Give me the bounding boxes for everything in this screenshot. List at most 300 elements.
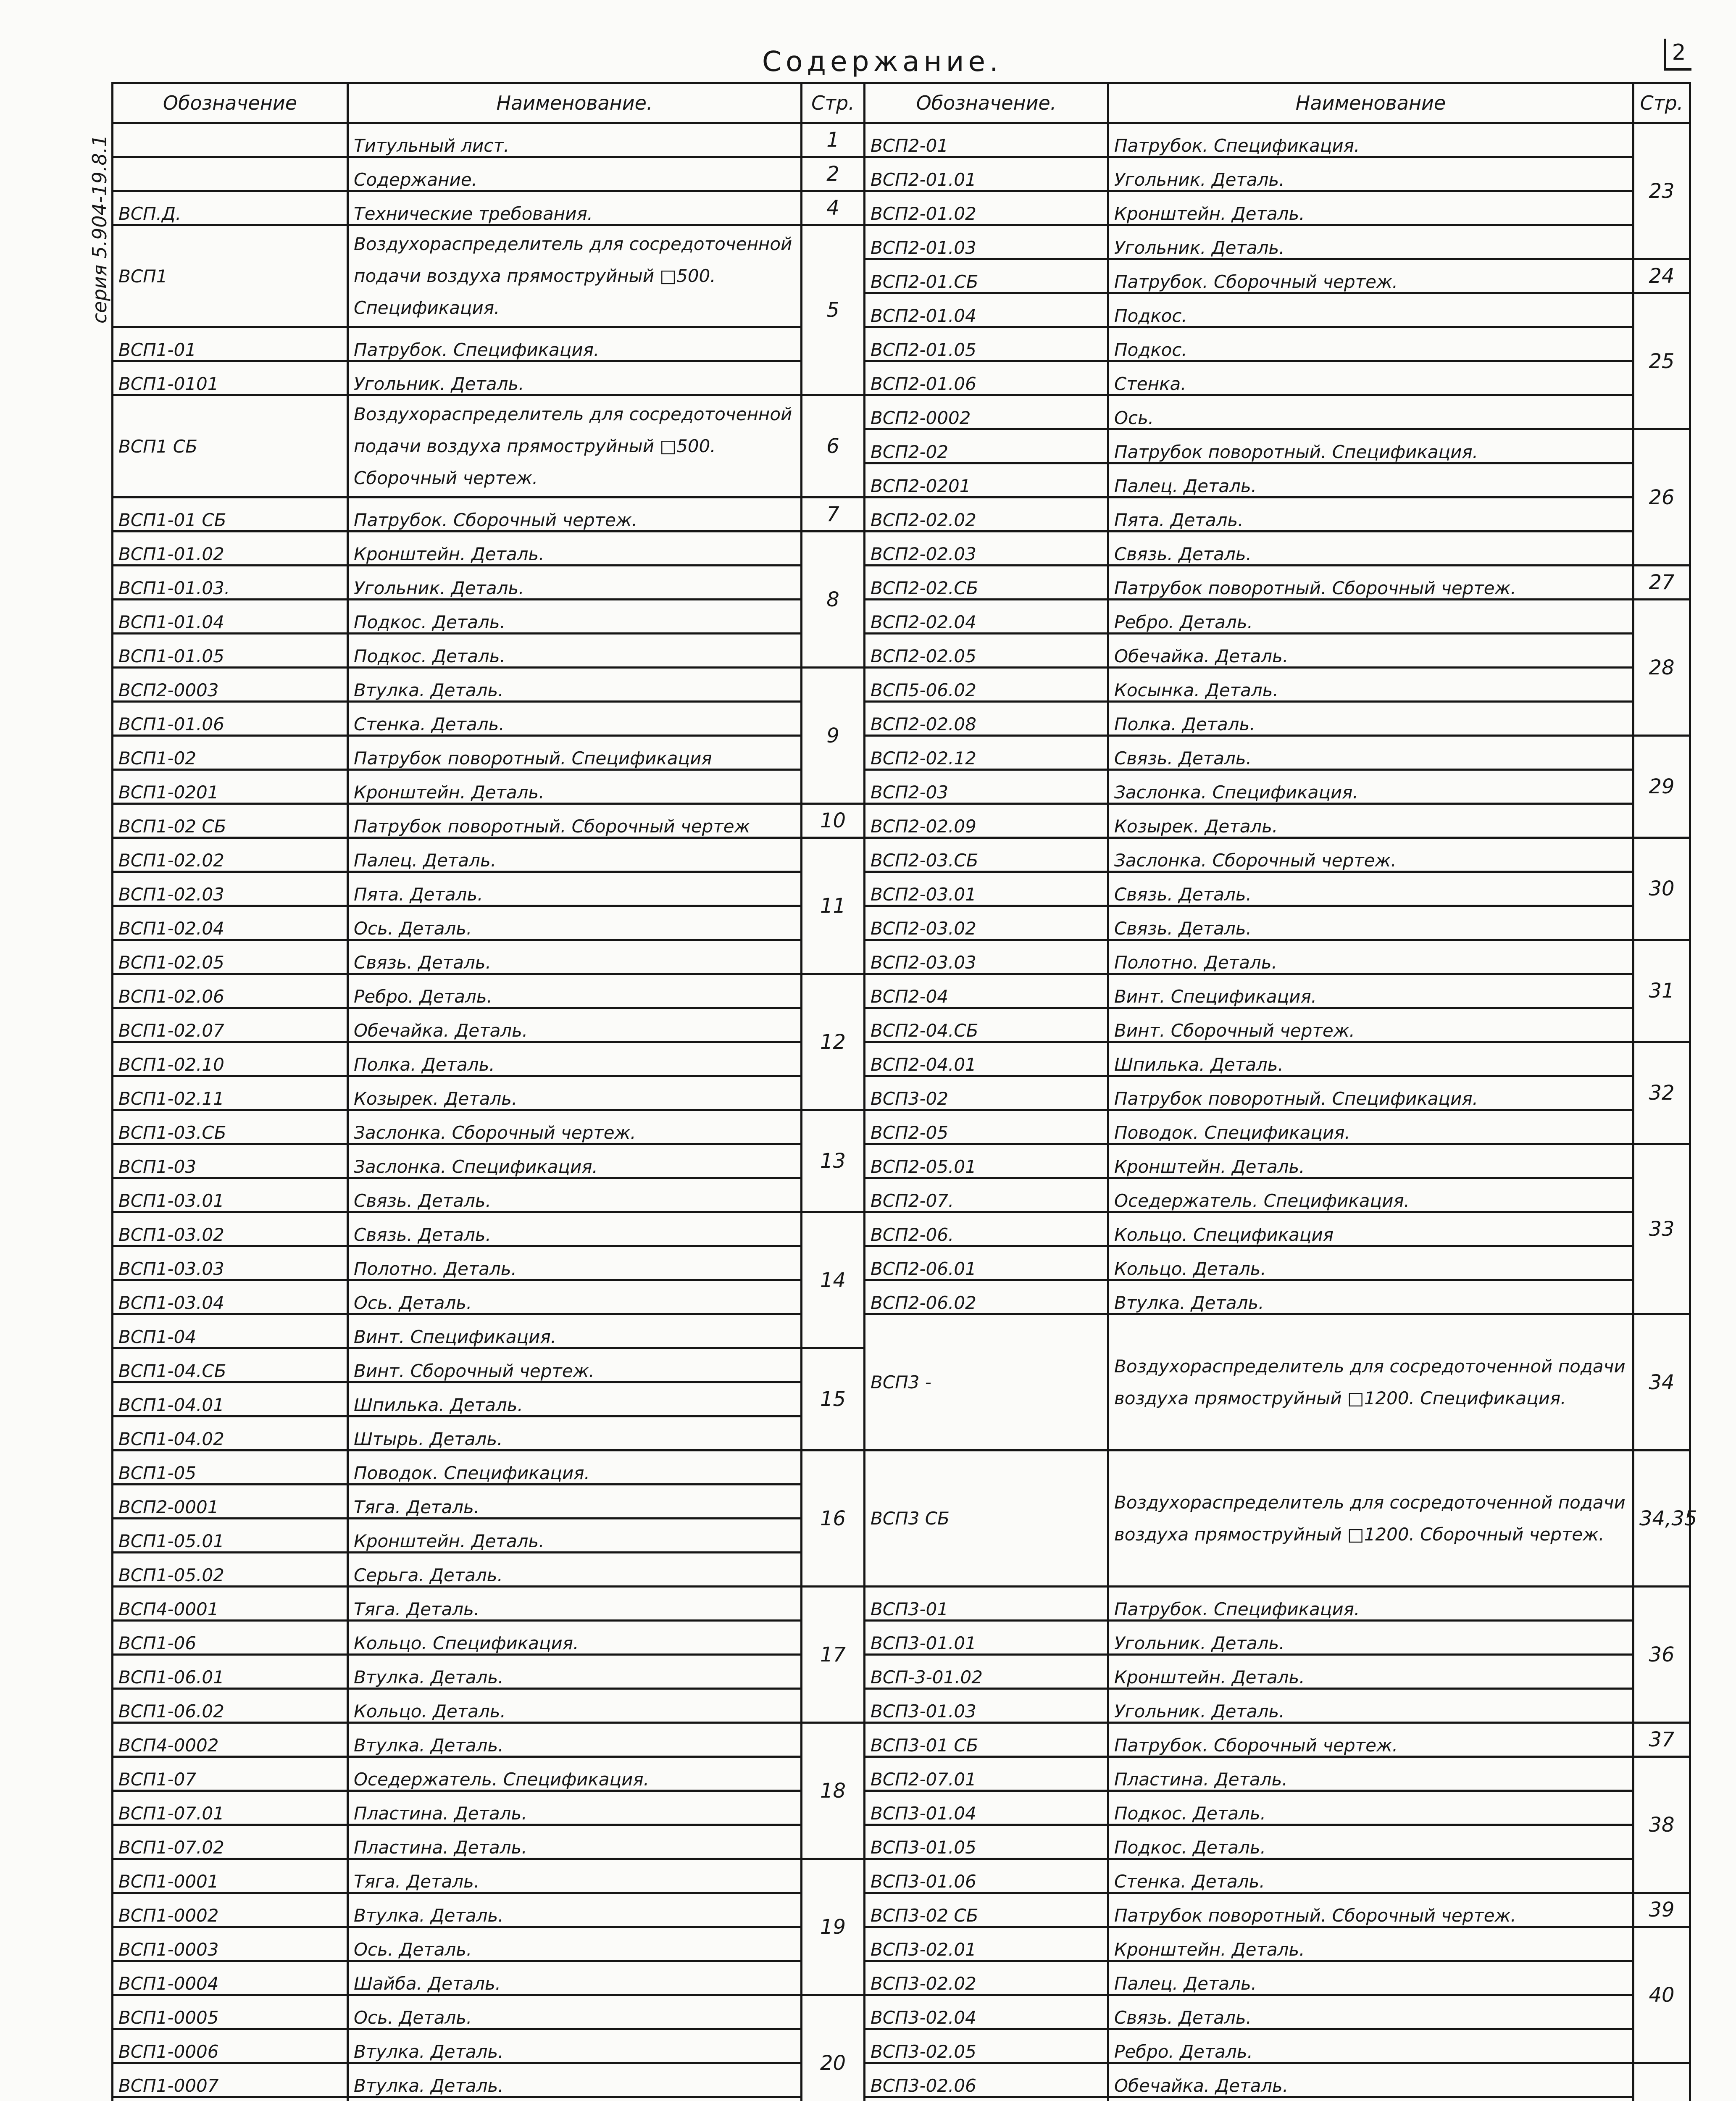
col-left-name: Наименование. <box>348 83 802 123</box>
table-row <box>113 361 1690 395</box>
left-item-code: ВСП1-03.04 <box>113 1280 348 1314</box>
left-item-name: Винт. Спецификация. <box>348 1314 802 1348</box>
right-item-name: Угольник. Деталь. <box>1108 1689 1633 1723</box>
right-item-name: Шпилька. Деталь. <box>1108 1042 1633 1076</box>
left-item-name: Пластина. Деталь. <box>348 1791 802 1825</box>
left-item-name: Связь. Деталь. <box>348 1178 802 1212</box>
table-row <box>113 1110 1690 1144</box>
right-item-code: ВСП3-01.04 <box>865 1791 1108 1825</box>
left-item-code: ВСП1-04.СБ <box>113 1348 348 1382</box>
right-item-code: ВСП3-02.06 <box>865 2063 1108 2097</box>
table-row <box>113 1655 1690 1689</box>
right-item-name: Угольник. Деталь. <box>1108 225 1633 259</box>
right-item-code: ВСП2-01.01 <box>865 157 1108 191</box>
left-item-code: ВСП1-03.СБ <box>113 1110 348 1144</box>
left-item-name: Пластина. Деталь. <box>348 1825 802 1859</box>
left-item-code: ВСП1-05 <box>113 1451 348 1485</box>
left-item-code: ВСП1-0101 <box>113 361 348 395</box>
left-item-code: ВСП1-06 <box>113 1621 348 1655</box>
table-row <box>113 634 1690 668</box>
left-item-name <box>348 2097 802 2101</box>
left-item-name: Ось. Деталь. <box>348 1927 802 1961</box>
left-item-name: Подкос. Деталь. <box>348 600 802 634</box>
left-item-name: Втулка. Деталь. <box>348 2029 802 2063</box>
left-item-name: Кольцо. Деталь. <box>348 1689 802 1723</box>
right-item-code: ВСП3-01.06 <box>865 1859 1108 1893</box>
right-item-code: ВСП2-02.09 <box>865 804 1108 838</box>
right-item-page: 26 <box>1633 429 1690 566</box>
left-item-name: Козырек. Деталь. <box>348 1076 802 1110</box>
right-item-name: Связь. Деталь. <box>1108 532 1633 566</box>
right-item-name: Связь. Деталь. <box>1108 736 1633 770</box>
left-item-code: ВСП1-06.02 <box>113 1689 348 1723</box>
table-row <box>113 1212 1690 1246</box>
left-item-page: 15 <box>802 1348 865 1451</box>
left-item-page: 7 <box>802 498 865 532</box>
right-item-name: Кольцо. Спецификация <box>1108 1212 1633 1246</box>
right-item-code: ВСП3-02.04 <box>865 1995 1108 2029</box>
right-item-code: ВСП2-02.04 <box>865 600 1108 634</box>
right-item-name: Патрубок поворотный. Сборочный чертеж. <box>1108 566 1633 600</box>
right-item-name: Кронштейн. Деталь. <box>1108 191 1633 225</box>
left-item-code: ВСП.Д. <box>113 191 348 225</box>
left-item-name: Угольник. Деталь. <box>348 361 802 395</box>
right-item-page: 31 <box>1633 940 1690 1042</box>
left-item-name: Тяга. Деталь. <box>348 1859 802 1893</box>
left-item-page: 13 <box>802 1110 865 1212</box>
table-row <box>113 1144 1690 1178</box>
left-item-code: ВСП1-01.03. <box>113 566 348 600</box>
left-item-name: Втулка. Деталь. <box>348 1893 802 1927</box>
right-item-name: Обечайка. Деталь. <box>1108 2063 1633 2097</box>
right-item-code: ВСП2-05.01 <box>865 1144 1108 1178</box>
left-item-code: ВСП1-04.01 <box>113 1382 348 1416</box>
right-item-code: ВСП3-01.01 <box>865 1621 1108 1655</box>
left-item-code: ВСП1 СБ <box>113 395 348 498</box>
table-row <box>113 770 1690 804</box>
right-item-code: ВСП2-01 <box>865 123 1108 157</box>
left-item-code: ВСП1-01 СБ <box>113 498 348 532</box>
left-item-code: ВСП1-01.04 <box>113 600 348 634</box>
left-item-page: 11 <box>802 838 865 974</box>
contents-body <box>113 123 1697 2101</box>
right-item-code: ВСП2-01.05 <box>865 327 1108 361</box>
left-item-name: Кольцо. Спецификация. <box>348 1621 802 1655</box>
table-row <box>113 1008 1690 1042</box>
left-item-page: 1 <box>802 123 865 157</box>
right-item-name: Подкос. <box>1108 327 1633 361</box>
left-item-page: 9 <box>802 668 865 804</box>
right-item-name: Связь. Деталь. <box>1108 1995 1633 2029</box>
left-item-code: ВСП1-04.02 <box>113 1416 348 1451</box>
left-item-name: Кронштейн. Деталь. <box>348 532 802 566</box>
left-item-code: ВСП1-03.02 <box>113 1212 348 1246</box>
right-item-code: ВСП2-01.04 <box>865 293 1108 327</box>
right-item-code: ВСП2-02.08 <box>865 702 1108 736</box>
left-item-code: ВСП1-07.02 <box>113 1825 348 1859</box>
left-item-code <box>113 2097 348 2101</box>
right-item-name: Патрубок. Сборочный чертеж. <box>1108 259 1633 293</box>
right-item-name: Заслонка. Спецификация. <box>1108 770 1633 804</box>
left-item-code: ВСП1-0007 <box>113 2063 348 2097</box>
table-row <box>113 1825 1690 1859</box>
left-item-code <box>113 123 348 157</box>
right-item-code: ВСП2-03 <box>865 770 1108 804</box>
table-row <box>113 191 1690 225</box>
table-row <box>113 2029 1690 2063</box>
left-item-name: Палец. Деталь. <box>348 838 802 872</box>
right-item-name: Кронштейн. Деталь. <box>1108 1927 1633 1961</box>
table-row <box>113 1246 1690 1280</box>
left-item-name: Обечайка. Деталь. <box>348 1008 802 1042</box>
table-row <box>113 157 1690 191</box>
right-item-code: ВСП2-06. <box>865 1212 1108 1246</box>
left-item-name: Подкос. Деталь. <box>348 634 802 668</box>
left-item-code: ВСП1-02.11 <box>113 1076 348 1110</box>
table-row <box>113 668 1690 702</box>
left-item-code: ВСП1-0006 <box>113 2029 348 2063</box>
left-item-name: Патрубок поворотный. Сборочный чертеж <box>348 804 802 838</box>
left-item-page: 18 <box>802 1723 865 1859</box>
left-item-code: ВСП1-06.01 <box>113 1655 348 1689</box>
left-item-code: ВСП1-04 <box>113 1314 348 1348</box>
right-item-code: ВСП2-05 <box>865 1110 1108 1144</box>
left-item-page: 14 <box>802 1212 865 1348</box>
col-left-page: Стр. <box>802 83 865 123</box>
col-right-code: Обозначение. <box>865 83 1108 123</box>
table-row <box>113 2063 1690 2097</box>
left-item-code: ВСП4-0001 <box>113 1587 348 1621</box>
table-row <box>113 702 1690 736</box>
right-item-code: ВСП2-06.01 <box>865 1246 1108 1280</box>
left-item-name: Заслонка. Спецификация. <box>348 1144 802 1178</box>
table-row <box>113 1178 1690 1212</box>
left-item-code: ВСП1-02.05 <box>113 940 348 974</box>
left-item-name: Штырь. Деталь. <box>348 1416 802 1451</box>
right-item-code: ВСП3-01.05 <box>865 1825 1108 1859</box>
right-item-code: ВСП2-04.01 <box>865 1042 1108 1076</box>
right-item-code: ВСП2-07. <box>865 1178 1108 1212</box>
right-item-name: Пластина. Деталь. <box>1108 1757 1633 1791</box>
right-item-name: Полотно. Деталь. <box>1108 940 1633 974</box>
table-row <box>113 1076 1690 1110</box>
left-item-page: 2 <box>802 157 865 191</box>
left-item-name: Содержание. <box>348 157 802 191</box>
table-row <box>113 1451 1690 1485</box>
left-item-page: 17 <box>802 1587 865 1723</box>
left-item-name: Поводок. Спецификация. <box>348 1451 802 1485</box>
left-item-name: Заслонка. Сборочный чертеж. <box>348 1110 802 1144</box>
right-item-page: 33 <box>1633 1144 1690 1314</box>
table-row <box>113 1587 1690 1621</box>
right-item-code: ВСП-3-01.02 <box>865 1655 1108 1689</box>
table-row <box>113 566 1690 600</box>
left-item-code: ВСП1-0001 <box>113 1859 348 1893</box>
left-item-name: Втулка. Деталь. <box>348 2063 802 2097</box>
right-item-name: Ребро. Деталь. <box>1108 600 1633 634</box>
left-item-code: ВСП1-03.03 <box>113 1246 348 1280</box>
right-item-code: ВСП2-01.СБ <box>865 259 1108 293</box>
table-row <box>113 2097 1690 2101</box>
left-item-name: Полка. Деталь. <box>348 1042 802 1076</box>
right-item-code: ВСП2-03.02 <box>865 906 1108 940</box>
left-item-name: Серьга. Деталь. <box>348 1553 802 1587</box>
right-item-name: Стенка. <box>1108 361 1633 395</box>
right-item-page: 40 <box>1633 1927 1690 2063</box>
right-item-name: Палец. Деталь. <box>1108 1961 1633 1995</box>
table-row <box>113 736 1690 770</box>
right-item-page: 36 <box>1633 1587 1690 1723</box>
right-item-name: Подкос. Деталь. <box>1108 1825 1633 1859</box>
side-stamp-text: серия 5.904-19.8.1 <box>88 134 111 324</box>
left-item-name: Втулка. Деталь. <box>348 668 802 702</box>
table-row <box>113 1314 1690 1348</box>
left-item-page: 12 <box>802 974 865 1110</box>
col-right-page: Стр. <box>1633 83 1690 123</box>
right-item-page: 25 <box>1633 293 1690 429</box>
left-item-code: ВСП1-0003 <box>113 1927 348 1961</box>
right-item-name: Винт. Сборочный чертеж. <box>1108 1008 1633 1042</box>
right-item-code: ВСП3-02.01 <box>865 1927 1108 1961</box>
left-item-name: Угольник. Деталь. <box>348 566 802 600</box>
left-item-code: ВСП1-02.07 <box>113 1008 348 1042</box>
right-item-code <box>865 2097 1108 2101</box>
left-item-code: ВСП1-01.06 <box>113 702 348 736</box>
right-item-name: Патрубок. Спецификация. <box>1108 1587 1633 1621</box>
table-row <box>113 327 1690 361</box>
left-item-name: Ось. Деталь. <box>348 1280 802 1314</box>
left-item-code: ВСП1-01.05 <box>113 634 348 668</box>
left-item-code: ВСП1-02 <box>113 736 348 770</box>
right-item-name: Пята. Деталь. <box>1108 498 1633 532</box>
table-row <box>113 225 1690 259</box>
page-number: 2 <box>1664 39 1691 71</box>
right-item-page: 24 <box>1633 259 1690 293</box>
left-item-code: ВСП4-0002 <box>113 1723 348 1757</box>
right-item-page: 29 <box>1633 736 1690 838</box>
left-item-name: Винт. Сборочный чертеж. <box>348 1348 802 1382</box>
left-item-name: Патрубок. Сборочный чертеж. <box>348 498 802 532</box>
left-item-name: Оседержатель. Спецификация. <box>348 1757 802 1791</box>
right-item-code: ВСП2-02.05 <box>865 634 1108 668</box>
left-item-name: Кронштейн. Деталь. <box>348 1519 802 1553</box>
right-item-code: ВСП3-02 СБ <box>865 1893 1108 1927</box>
right-item-name: Воздухораспределитель для сосредоточенной подачи воздуха прямоструйный □1200. Спецификация. <box>1108 1314 1633 1451</box>
table-row <box>113 838 1690 872</box>
left-item-code: ВСП1-02.04 <box>113 906 348 940</box>
right-item-name: Патрубок поворотный. Сборочный чертеж. <box>1108 1893 1633 1927</box>
right-item-name: Оседержатель. Спецификация. <box>1108 1178 1633 1212</box>
left-item-name: Технические требования. <box>348 191 802 225</box>
right-item-name: Кольцо. Деталь. <box>1108 1246 1633 1280</box>
right-item-name: Подкос. <box>1108 293 1633 327</box>
right-item-name: Втулка. Деталь. <box>1108 1280 1633 1314</box>
table-row <box>113 532 1690 566</box>
table-row <box>113 395 1690 429</box>
right-item-name: Палец. Деталь. <box>1108 463 1633 498</box>
right-item-page: 34,35 <box>1633 1451 1690 1587</box>
left-item-name: Титульный лист. <box>348 123 802 157</box>
table-row <box>113 498 1690 532</box>
right-item-code: ВСП2-03.СБ <box>865 838 1108 872</box>
left-item-name: Шпилька. Деталь. <box>348 1382 802 1416</box>
left-item-name: Кронштейн. Деталь. <box>348 770 802 804</box>
right-item-code: ВСП2-0002 <box>865 395 1108 429</box>
left-item-name: Втулка. Деталь. <box>348 1723 802 1757</box>
left-item-code: ВСП2-0001 <box>113 1485 348 1519</box>
right-item-code: ВСП3-02 <box>865 1076 1108 1110</box>
right-item-code: ВСП3-01 <box>865 1587 1108 1621</box>
left-item-code: ВСП1-0005 <box>113 1995 348 2029</box>
left-item-code: ВСП1-03.01 <box>113 1178 348 1212</box>
left-item-code: ВСП1-05.02 <box>113 1553 348 1587</box>
left-item-code: ВСП1-03 <box>113 1144 348 1178</box>
right-item-name <box>1108 2097 1633 2101</box>
table-row <box>113 906 1690 940</box>
left-item-code: ВСП2-0003 <box>113 668 348 702</box>
left-item-name: Стенка. Деталь. <box>348 702 802 736</box>
right-item-name: Угольник. Деталь. <box>1108 1621 1633 1655</box>
table-row <box>113 1791 1690 1825</box>
right-item-code: ВСП2-01.06 <box>865 361 1108 395</box>
left-item-code: ВСП1 <box>113 225 348 327</box>
left-item-page: 16 <box>802 1451 865 1587</box>
table-row <box>113 804 1690 838</box>
table-row <box>113 940 1690 974</box>
right-item-code: ВСП2-01.03 <box>865 225 1108 259</box>
right-item-name: Косынка. Деталь. <box>1108 668 1633 702</box>
table-row <box>113 974 1690 1008</box>
left-item-name: Полотно. Деталь. <box>348 1246 802 1280</box>
table-row <box>113 872 1690 906</box>
left-item-name: Связь. Деталь. <box>348 1212 802 1246</box>
table-row <box>113 1280 1690 1314</box>
right-item-page: 28 <box>1633 600 1690 736</box>
left-item-name: Воздухораспределитель для сосредоточенной подачи воздуха прямоструйный □500. Сборочный чертеж. <box>348 395 802 498</box>
right-item-code: ВСП3-02.05 <box>865 2029 1108 2063</box>
left-item-page: 10 <box>802 804 865 838</box>
right-item-code: ВСП3 - <box>865 1314 1108 1451</box>
left-item-page: 19 <box>802 1859 865 1995</box>
left-item-name: Связь. Деталь. <box>348 940 802 974</box>
table-row <box>113 1859 1690 1893</box>
table-row <box>113 123 1690 157</box>
right-item-code: ВСП3 СБ <box>865 1451 1108 1587</box>
right-item-name: Стенка. Деталь. <box>1108 1859 1633 1893</box>
right-item-code: ВСП2-03.01 <box>865 872 1108 906</box>
table-row <box>113 1961 1690 1995</box>
right-item-name: Обечайка. Деталь. <box>1108 634 1633 668</box>
left-item-code: ВСП1-0004 <box>113 1961 348 1995</box>
right-item-name: Патрубок поворотный. Спецификация. <box>1108 429 1633 463</box>
right-item-code: ВСП3-02.02 <box>865 1961 1108 1995</box>
left-item-name: Тяга. Деталь. <box>348 1485 802 1519</box>
left-item-code <box>113 157 348 191</box>
right-item-name: Связь. Деталь. <box>1108 872 1633 906</box>
left-item-name: Втулка. Деталь. <box>348 1655 802 1689</box>
right-item-code: ВСП2-06.02 <box>865 1280 1108 1314</box>
right-item-code: ВСП2-02.02 <box>865 498 1108 532</box>
col-left-code: Обозначение <box>113 83 348 123</box>
right-item-name: Патрубок поворотный. Спецификация. <box>1108 1076 1633 1110</box>
right-item-code: ВСП2-02.СБ <box>865 566 1108 600</box>
left-item-name: Патрубок поворотный. Спецификация <box>348 736 802 770</box>
right-item-page <box>1633 2063 1690 2101</box>
left-item-code: ВСП1-0201 <box>113 770 348 804</box>
right-item-name: Патрубок. Спецификация. <box>1108 123 1633 157</box>
right-item-name: Связь. Деталь. <box>1108 906 1633 940</box>
right-item-name: Полка. Деталь. <box>1108 702 1633 736</box>
col-right-name: Наименование <box>1108 83 1633 123</box>
right-item-name: Угольник. Деталь. <box>1108 157 1633 191</box>
right-item-page: 34 <box>1633 1314 1690 1451</box>
right-item-code: ВСП2-02.12 <box>865 736 1108 770</box>
left-item-code: ВСП1-0002 <box>113 1893 348 1927</box>
left-item-page: 4 <box>802 191 865 225</box>
left-item-name: Тяга. Деталь. <box>348 1587 802 1621</box>
right-item-code: ВСП2-04 <box>865 974 1108 1008</box>
left-item-code: ВСП1-02.10 <box>113 1042 348 1076</box>
right-item-name: Заслонка. Сборочный чертеж. <box>1108 838 1633 872</box>
table-row <box>113 1621 1690 1655</box>
right-item-code: ВСП2-03.03 <box>865 940 1108 974</box>
left-item-code: ВСП1-01.02 <box>113 532 348 566</box>
right-item-code: ВСП3-01 СБ <box>865 1723 1108 1757</box>
header-row <box>113 83 1690 123</box>
table-row <box>113 1893 1690 1927</box>
right-item-name: Винт. Спецификация. <box>1108 974 1633 1008</box>
left-item-name: Патрубок. Спецификация. <box>348 327 802 361</box>
table-row <box>113 1723 1690 1757</box>
right-item-code: ВСП2-01.02 <box>865 191 1108 225</box>
left-item-name: Воздухораспределитель для сосредоточенной подачи воздуха прямоструйный □500. Спецификация. <box>348 225 802 327</box>
table-row <box>113 1042 1690 1076</box>
right-item-name: Патрубок. Сборочный чертеж. <box>1108 1723 1633 1757</box>
left-item-page: 8 <box>802 532 865 668</box>
table-row <box>113 1689 1690 1723</box>
right-item-code: ВСП2-07.01 <box>865 1757 1108 1791</box>
right-item-code: ВСП2-02.03 <box>865 532 1108 566</box>
left-item-code: ВСП1-07.01 <box>113 1791 348 1825</box>
right-item-page: 30 <box>1633 838 1690 940</box>
right-item-code: ВСП2-0201 <box>865 463 1108 498</box>
left-item-code: ВСП1-05.01 <box>113 1519 348 1553</box>
right-item-name: Козырек. Деталь. <box>1108 804 1633 838</box>
table-row <box>113 1757 1690 1791</box>
right-item-name: Кронштейн. Деталь. <box>1108 1655 1633 1689</box>
right-item-page: 39 <box>1633 1893 1690 1927</box>
left-item-code: ВСП1-02 СБ <box>113 804 348 838</box>
page-title: Содержание. <box>762 45 1003 78</box>
left-item-code: ВСП1-07 <box>113 1757 348 1791</box>
right-item-name: Поводок. Спецификация. <box>1108 1110 1633 1144</box>
table-row <box>113 1927 1690 1961</box>
right-item-page: 27 <box>1633 566 1690 600</box>
right-item-page: 38 <box>1633 1757 1690 1893</box>
table-row <box>113 1995 1690 2029</box>
left-item-name: Ось. Деталь. <box>348 906 802 940</box>
left-item-page: 6 <box>802 395 865 498</box>
left-item-name: Шайба. Деталь. <box>348 1961 802 1995</box>
left-item-name: Ось. Деталь. <box>348 1995 802 2029</box>
right-item-page: 32 <box>1633 1042 1690 1144</box>
left-item-name: Ребро. Деталь. <box>348 974 802 1008</box>
left-item-page: 5 <box>802 225 865 395</box>
left-item-code: ВСП1-01 <box>113 327 348 361</box>
left-item-page: 20 <box>802 1995 865 2101</box>
right-item-name: Ребро. Деталь. <box>1108 2029 1633 2063</box>
right-item-name: Подкос. Деталь. <box>1108 1791 1633 1825</box>
